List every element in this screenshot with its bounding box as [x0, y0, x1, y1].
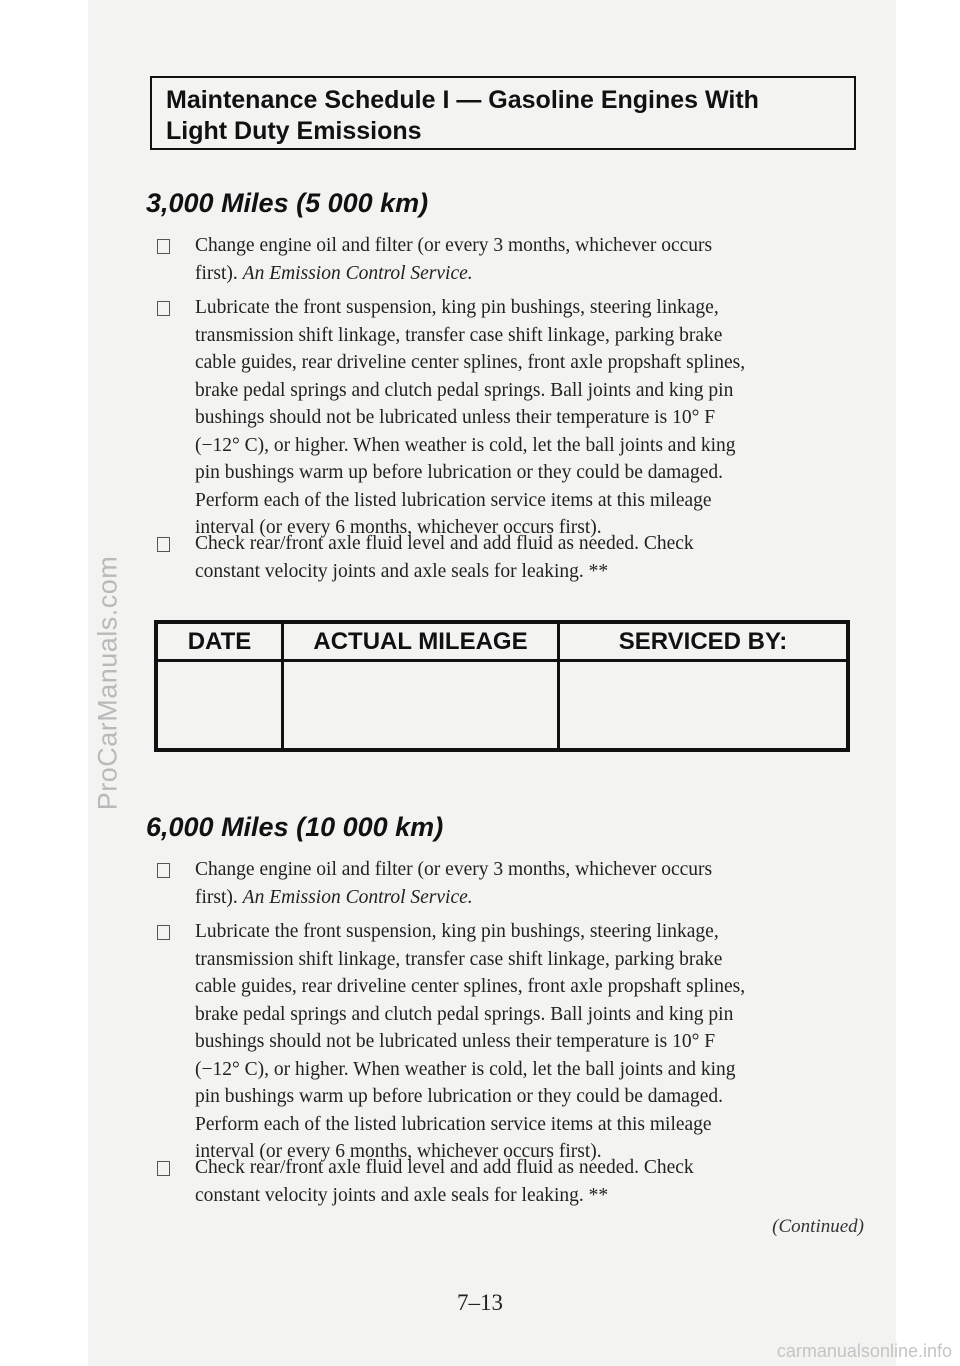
serviced-by-cell[interactable] — [560, 662, 846, 748]
item-text: interval (or every 6 months, whichever occurs first). — [195, 517, 602, 538]
item-text: Check rear/front axle fluid level and add fluid as needed. Check — [195, 533, 694, 554]
checkbox-icon[interactable] — [157, 925, 170, 940]
mileage-column — [284, 624, 560, 748]
item-text: Check rear/front axle fluid level and add fluid as needed. Check — [195, 1157, 694, 1178]
item-text: cable guides, rear driveline center splines, front axle propshaft splines, — [195, 976, 746, 997]
serviced-by-header: SERVICED BY: — [560, 624, 846, 662]
item-text: Lubricate the front suspension, king pin bushings, steering linkage, — [195, 921, 719, 942]
mileage-header: ACTUAL MILEAGE — [284, 624, 557, 662]
item-text: transmission shift linkage, transfer case shift linkage, parking brake — [195, 948, 723, 970]
section-title-3000: 3,000 Miles (5 000 km) — [146, 188, 429, 218]
checkbox-icon[interactable] — [157, 301, 170, 316]
item-text: first). — [195, 262, 243, 284]
emission-note: An Emission Control Service. — [242, 262, 473, 284]
date-header: DATE — [158, 624, 281, 662]
item-text: Lubricate the front suspension, king pin bushings, steering linkage, — [195, 297, 719, 318]
item-text: brake pedal springs and clutch pedal springs. Ball joints and king pin — [195, 1003, 734, 1025]
service-record-table — [154, 620, 850, 752]
checkbox-icon[interactable] — [157, 1161, 170, 1176]
item-text: pin bushings warm up before lubrication or they could be damaged. — [195, 462, 723, 483]
watermark-carmanualsonline: carmanualsonline.info — [776, 1341, 952, 1361]
item-text: Change engine oil and filter (or every 3 months, whichever occurs — [195, 235, 713, 256]
item-text: bushings should not be lubricated unless their temperature is 10° F — [195, 407, 716, 428]
checklist-item-oil-change — [157, 232, 847, 287]
date-cell[interactable] — [158, 662, 281, 748]
checklist-item-lubricate — [157, 918, 847, 1166]
date-column — [158, 624, 284, 748]
section-title-6000: 6,000 Miles (10 000 km) — [146, 812, 444, 842]
checkbox-icon[interactable] — [157, 537, 170, 552]
checklist-item-axle-fluid — [157, 530, 847, 585]
item-text: interval (or every 6 months, whichever occurs first). — [195, 1141, 602, 1162]
item-text: (−12° C), or higher. When weather is cold, let the ball joints and king — [195, 1058, 736, 1080]
item-text: bushings should not be lubricated unless their temperature is 10° F — [195, 1031, 716, 1052]
emission-note: An Emission Control Service. — [242, 886, 473, 908]
item-text: first). — [195, 886, 243, 908]
mileage-cell[interactable] — [284, 662, 557, 748]
item-text: brake pedal springs and clutch pedal springs. Ball joints and king pin — [195, 379, 734, 401]
checklist-item-oil-change — [157, 856, 847, 911]
item-text: Change engine oil and filter (or every 3 months, whichever occurs — [195, 859, 713, 880]
item-text: Perform each of the listed lubrication service items at this mileage — [195, 489, 712, 511]
header-title-line2: Light Duty Emissions — [166, 117, 422, 145]
checkbox-icon[interactable] — [157, 863, 170, 878]
item-text: constant velocity joints and axle seals for leaking. ** — [195, 1184, 609, 1206]
checkbox-icon[interactable] — [157, 239, 170, 254]
serviced-by-column — [560, 624, 846, 748]
item-text: pin bushings warm up before lubrication or they could be damaged. — [195, 1086, 723, 1107]
item-text: transmission shift linkage, transfer case shift linkage, parking brake — [195, 324, 723, 346]
item-text: (−12° C), or higher. When weather is cold, let the ball joints and king — [195, 434, 736, 456]
checklist-item-lubricate — [157, 294, 847, 542]
watermark-procarmanuals: ProCarManuals.com — [92, 555, 123, 811]
checklist-item-axle-fluid — [157, 1154, 847, 1209]
schedule-header — [150, 76, 856, 150]
item-text: constant velocity joints and axle seals for leaking. ** — [195, 560, 609, 582]
item-text: Perform each of the listed lubrication service items at this mileage — [195, 1113, 712, 1135]
item-text: cable guides, rear driveline center splines, front axle propshaft splines, — [195, 352, 746, 373]
page-number: 7–13 — [457, 1290, 503, 1315]
header-title-line1: Maintenance Schedule I — Gasoline Engines With — [166, 86, 759, 114]
continued-note: (Continued) — [772, 1216, 864, 1237]
